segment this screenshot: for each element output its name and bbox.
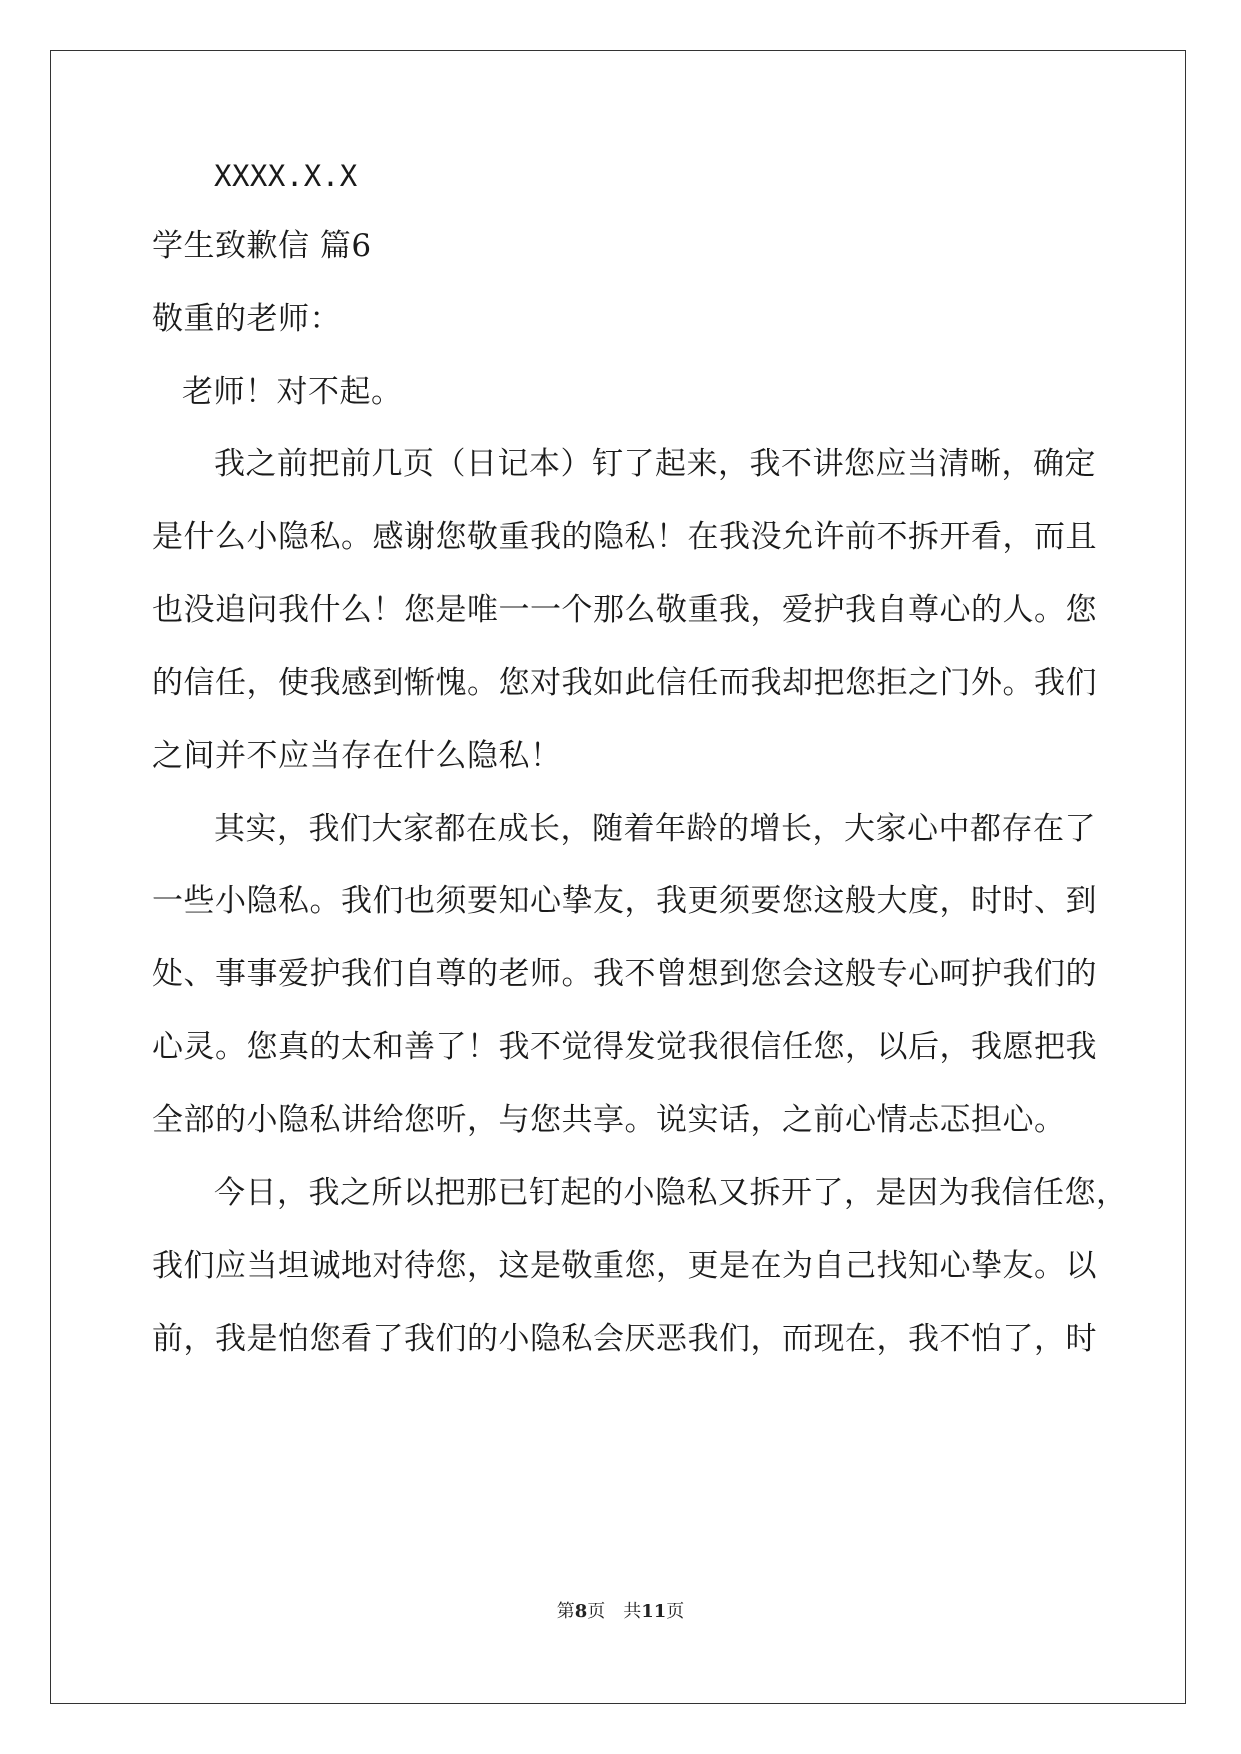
page-suffix: 页 — [666, 1601, 685, 1622]
body-line: 处、事事爱护我们自尊的老师。我不曾想到您会这般专心呵护我们的 — [152, 956, 1097, 992]
page-number-footer — [0, 1600, 1241, 1624]
current-page-number: 8 — [574, 1601, 588, 1622]
body-line: 我之前把前几页（日记本）钉了起来，我不讲您应当清晰，确定 — [214, 446, 1096, 482]
body-line: 今日，我之所以把那已钉起的小隐私又拆开了，是因为我信任您， — [214, 1175, 1128, 1211]
page-mid: 页 共 — [587, 1601, 642, 1622]
body-line: 全部的小隐私讲给您听，与您共享。说实话，之前心情忐忑担心。 — [152, 1102, 1066, 1138]
body-line: 心灵。您真的太和善了！我不觉得发觉我很信任您，以后，我愿把我 — [152, 1029, 1097, 1065]
section-heading: 学生致歉信 篇6 — [152, 228, 372, 264]
letter-date: XXXX.X.X — [214, 159, 358, 193]
body-line: 前，我是怕您看了我们的小隐私会厌恶我们，而现在，我不怕了，时 — [152, 1321, 1097, 1357]
total-page-number: 11 — [641, 1601, 667, 1622]
body-line: 一些小隐私。我们也须要知心挚友，我更须要您这般大度，时时、到 — [152, 883, 1097, 919]
opening-line: 老师！对不起。 — [182, 374, 403, 410]
salutation: 敬重的老师： — [152, 301, 341, 337]
page-prefix: 第 — [556, 1601, 575, 1622]
body-line: 其实，我们大家都在成长，随着年龄的增长，大家心中都存在了 — [214, 811, 1096, 847]
body-line: 是什么小隐私。感谢您敬重我的隐私！在我没允许前不拆开看，而且 — [152, 519, 1097, 555]
body-line: 的信任，使我感到惭愧。您对我如此信任而我却把您拒之门外。我们 — [152, 665, 1097, 701]
body-line: 我们应当坦诚地对待您，这是敬重您，更是在为自己找知心挚友。以 — [152, 1248, 1097, 1284]
body-line: 也没追问我什么！您是唯一一个那么敬重我，爱护我自尊心的人。您 — [152, 592, 1097, 628]
body-line: 之间并不应当存在什么隐私！ — [152, 738, 562, 774]
